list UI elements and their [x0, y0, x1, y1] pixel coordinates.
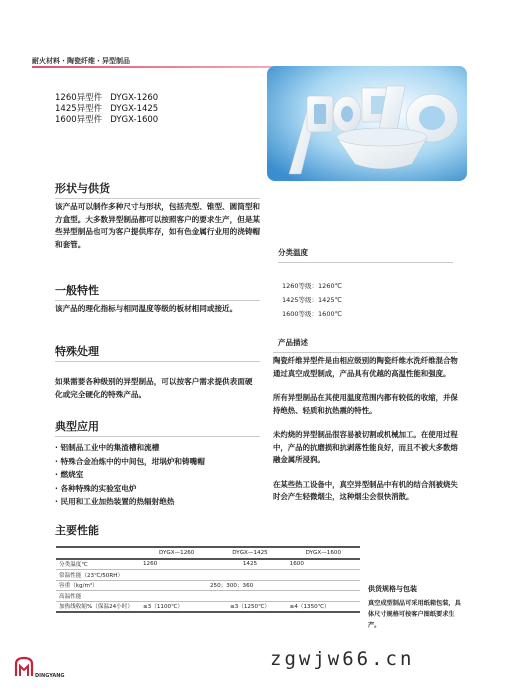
table-row — [56, 559, 360, 570]
grade-item — [55, 104, 158, 115]
divider — [55, 436, 260, 437]
section-body: 如果需要各种级别的异型制品，可以按客户需求提供表面硬化或完全硬化的特殊产品。 — [55, 377, 253, 399]
grade-name: 1425异型件 — [55, 104, 103, 114]
grade-code: DYGX-1260 — [110, 93, 159, 103]
classification-section — [278, 246, 458, 321]
paragraph: 所有异型制品在其使用温度范围内都有较低的收缩，并保持绝热、轻质和抗热震的特性。 — [273, 393, 458, 415]
table-cell: 1425 — [213, 559, 286, 570]
list-item: · 各种特殊的实验室电炉 — [55, 483, 137, 493]
table-row — [56, 580, 360, 591]
table-cell: 250；300；360 — [140, 580, 360, 591]
list-item: 1260等级：1260℃ — [282, 282, 342, 290]
grade-name: 1260异型件 — [55, 93, 103, 103]
applications-section — [55, 418, 275, 509]
list-item: 1600等级：1600℃ — [282, 310, 342, 318]
table-cell: 分类温度℃ — [56, 559, 140, 570]
grade-code: DYGX-1425 — [110, 104, 159, 114]
general-section — [55, 282, 275, 316]
application-list — [55, 441, 275, 509]
breadcrumb: 耐火材料・陶瓷纤维・异型制品 — [32, 57, 130, 65]
table-cell: 加热线收缩%（保温24小时） — [56, 601, 140, 612]
table-cell: ≤3（1250℃） — [213, 601, 286, 612]
section-body: 该产品可以制作多种尺寸与形状，包括壳型、锥型、圆筒型和方盒型。大多数异型制品都可以按照客户的要求生产，但是某些异型制品也可为客户提供库存，如有色金属行业用的浇铸帽和套管。 — [55, 202, 261, 249]
table-cell: ≤4（1350℃） — [287, 601, 360, 612]
performance-section — [55, 522, 99, 538]
section-title: 产品描述 — [278, 338, 308, 347]
section-body: 真空成型制品可采用纸箱包装，具体尺寸规格可按客户图纸要求生产。 — [368, 600, 461, 629]
table-row — [56, 591, 360, 602]
classification-list — [278, 279, 458, 321]
table-header-row — [56, 547, 360, 559]
section-body: 该产品的理化指标与相同温度等级的板材相同或接近。 — [55, 304, 238, 313]
supply-section — [368, 584, 463, 631]
grade-name: 1600异型件 — [55, 115, 103, 125]
logo-text: DINGYANG — [35, 673, 65, 679]
paragraph: 在某些热工设备中，真空异型制品中有机的结合剂被烧失时会产生轻微烟尘，这种烟尘会很快消散。 — [273, 479, 458, 501]
section-title: 形状与供货 — [55, 182, 110, 195]
shape-section — [55, 180, 275, 251]
special-section — [55, 343, 275, 401]
grade-code: DYGX-1600 — [110, 115, 159, 125]
section-title: 主要性能 — [55, 524, 99, 537]
section-title: 一般特性 — [55, 284, 99, 297]
section-title: 供货规格与包装 — [368, 585, 417, 593]
divider — [278, 262, 453, 263]
divider — [273, 352, 458, 353]
paragraph: 未灼烧的异型制品很容易被切割或机械加工。在使用过程中，产品的抗磨损和抗剥落性能良好，而且不被大多数熔融金属所浸润。 — [273, 430, 458, 464]
table-cell: DYGX—1425 — [213, 547, 286, 559]
list-item: · 特殊合金冶炼中的中间包，坩埚炉和铸嘴帽 — [55, 456, 205, 466]
section-title: 特殊处理 — [55, 345, 99, 358]
table-cell: 1260 — [140, 559, 213, 570]
table-cell: 1600 — [287, 559, 360, 570]
dingyang-logo-icon — [14, 656, 34, 678]
product-photo — [267, 66, 467, 181]
list-item: 1425等级：1425℃ — [282, 296, 342, 304]
list-item: · 铝制品工业中的集渣槽和流槽 — [55, 443, 160, 452]
description-section — [273, 336, 465, 504]
performance-table — [56, 546, 360, 613]
divider — [55, 300, 260, 301]
grade-item — [55, 115, 158, 126]
paragraph: 陶瓷纤维异型件是由相应级别的陶瓷纤维水洗纤维混合物通过真空成型制成，产品具有优越的高温性能和强度。 — [273, 356, 458, 378]
divider — [55, 198, 260, 199]
grade-list — [55, 93, 158, 126]
table-row — [56, 601, 360, 612]
table-row — [56, 570, 360, 581]
table-cell — [56, 547, 140, 559]
list-item: · 民用和工业加热装置的热辐射绝热 — [55, 497, 175, 506]
table-cell: ≤3（1100℃） — [140, 601, 213, 612]
table-cell: 常温性能（23℃/50RH） — [56, 570, 360, 581]
table-cell: DYGX—1600 — [287, 547, 360, 559]
watermark: zgwjw66.cn — [270, 648, 415, 670]
list-item: · 燃烧室 — [55, 470, 84, 479]
section-title: 分类温度 — [278, 248, 308, 257]
table-cell: 高温性能 — [56, 591, 360, 602]
table-cell: 容重（kg/m³） — [56, 580, 140, 591]
section-title: 典型应用 — [55, 420, 99, 433]
table-cell: DYGX—1260 — [140, 547, 213, 559]
divider — [55, 361, 260, 362]
grade-item — [55, 93, 158, 104]
